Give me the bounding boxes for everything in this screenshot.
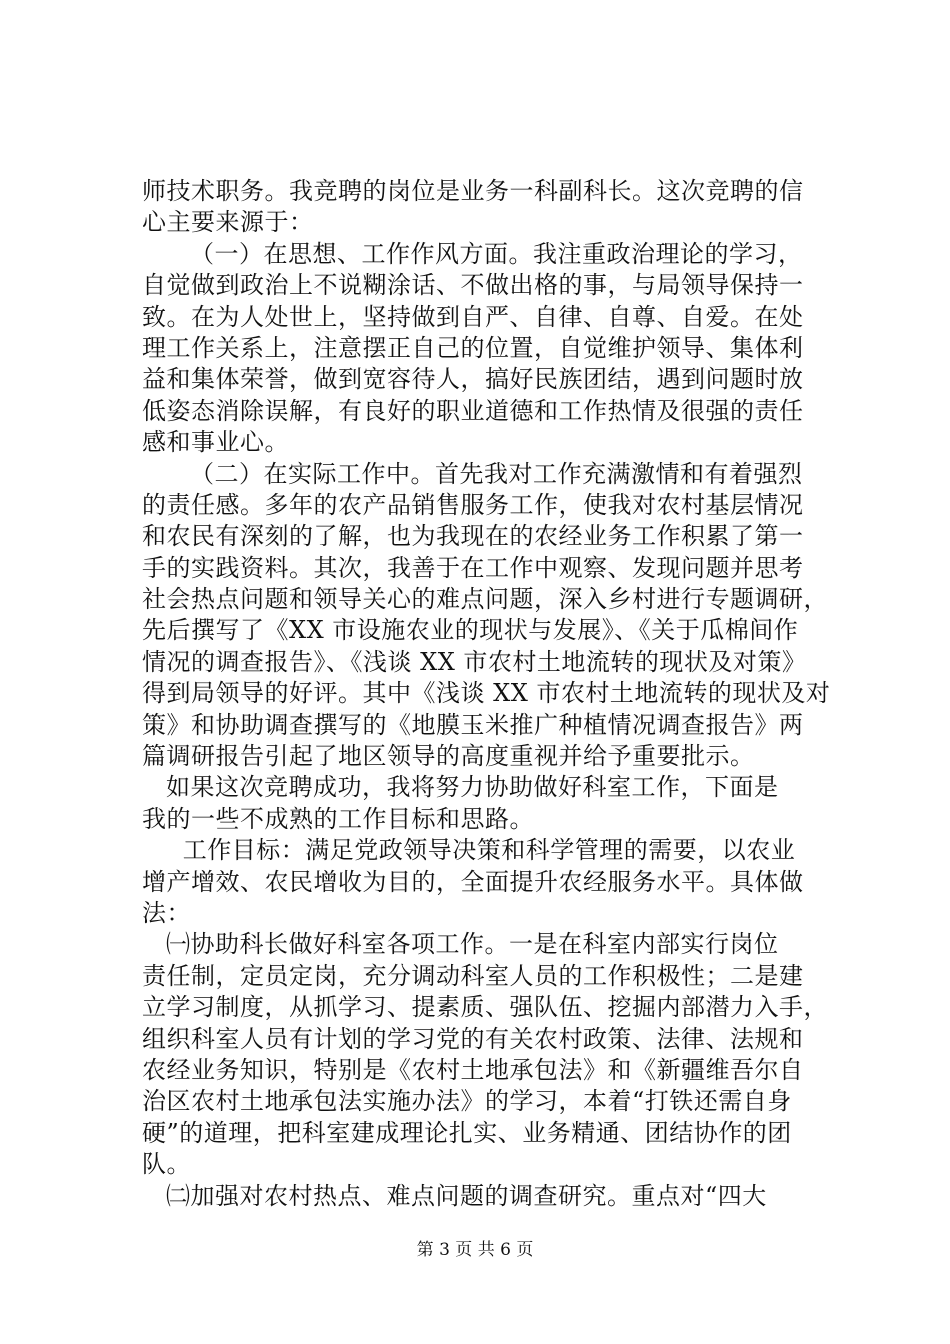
text-line: 自觉做到政治上不说糊涂话、不做出格的事，与局领导保持一 — [142, 271, 804, 300]
text-line: 致。在为人处世上，坚持做到自严、自律、自尊、自爱。在处 — [142, 302, 804, 331]
text-line: 如果这次竞聘成功，我将努力协助做好科室工作，下面是 — [166, 773, 779, 802]
text-line: ㈠协助科长做好科室各项工作。一是在科室内部实行岗位 — [166, 930, 779, 959]
text-line: （二）在实际工作中。首先我对工作充满激情和有着强烈 — [190, 459, 803, 488]
text-line: 农经业务知识，特别是《农村土地承包法》和《新疆维吾尔自 — [142, 1055, 804, 1084]
text-line: 队。 — [142, 1150, 191, 1179]
text-line: 心主要来源于： — [142, 208, 314, 237]
text-line: 和农民有深刻的了解，也为我现在的农经业务工作积累了第一 — [142, 522, 804, 551]
text-line: 工作目标：满足党政领导决策和科学管理的需要，以农业 — [182, 836, 796, 865]
text-line: 增产增效、农民增收为目的，全面提升农经服务水平。具体做 — [142, 867, 804, 896]
text-line: 责任制，定员定岗，充分调动科室人员的工作积极性；二是建 — [142, 961, 804, 990]
text-line: 手的实践资料。其次，我善于在工作中观察、发现问题并思考 — [142, 553, 804, 582]
text-line: 先后撰写了《XX 市设施农业的现状与发展》、《关于瓜棉间作 — [142, 616, 799, 645]
text-line: 情况的调查报告》、《浅谈 XX 市农村土地流转的现状及对策》 — [142, 647, 807, 676]
text-line: 感和事业心。 — [142, 428, 289, 457]
text-line: 得到局领导的好评。其中《浅谈 XX 市农村土地流转的现状及对 — [142, 679, 831, 708]
text-line: 师技术职务。我竞聘的岗位是业务一科副科长。这次竞聘的信 — [142, 177, 804, 205]
text-line: ㈡加强对农村热点、难点问题的调查研究。重点对“四大 — [166, 1181, 767, 1210]
text-line: 组织科室人员有计划的学习党的有关农村政策、法律、法规和 — [142, 1024, 804, 1053]
text-line: 社会热点问题和领导关心的难点问题，深入乡村进行专题调研， — [142, 585, 828, 614]
text-line: 立学习制度，从抓学习、提素质、强队伍、挖掘内部潜力入手， — [142, 993, 828, 1022]
text-line: 法： — [142, 898, 191, 927]
text-line: 硬”的道理，把科室建成理论扎实、业务精通、团结协作的团 — [142, 1118, 792, 1147]
text-line: 理工作关系上，注意摆正自己的位置，自觉维护领导、集体利 — [142, 333, 804, 362]
body-text — [142, 176, 831, 1212]
text-line: 的责任感。多年的农产品销售服务工作，使我对农村基层情况 — [142, 490, 804, 519]
text-line: 篇调研报告引起了地区领导的高度重视并给予重要批示。 — [142, 742, 755, 771]
text-line: 低姿态消除误解，有良好的职业道德和工作热情及很强的责任 — [142, 396, 804, 425]
text-line: 我的一些不成熟的工作目标和思路。 — [142, 804, 534, 833]
text-line: 策》和协助调查撰写的《地膜玉米推广种植情况调查报告》两 — [142, 710, 804, 739]
text-line: 治区农村土地承包法实施办法》的学习，本着“打铁还需自身 — [142, 1087, 792, 1116]
text-line: 益和集体荣誉，做到宽容待人，搞好民族团结，遇到问题时放 — [142, 365, 804, 394]
text-line: （一）在思想、工作作风方面。我注重政治理论的学习， — [190, 239, 803, 268]
page-footer: 第 3 页 共 6 页 — [416, 1240, 534, 1260]
